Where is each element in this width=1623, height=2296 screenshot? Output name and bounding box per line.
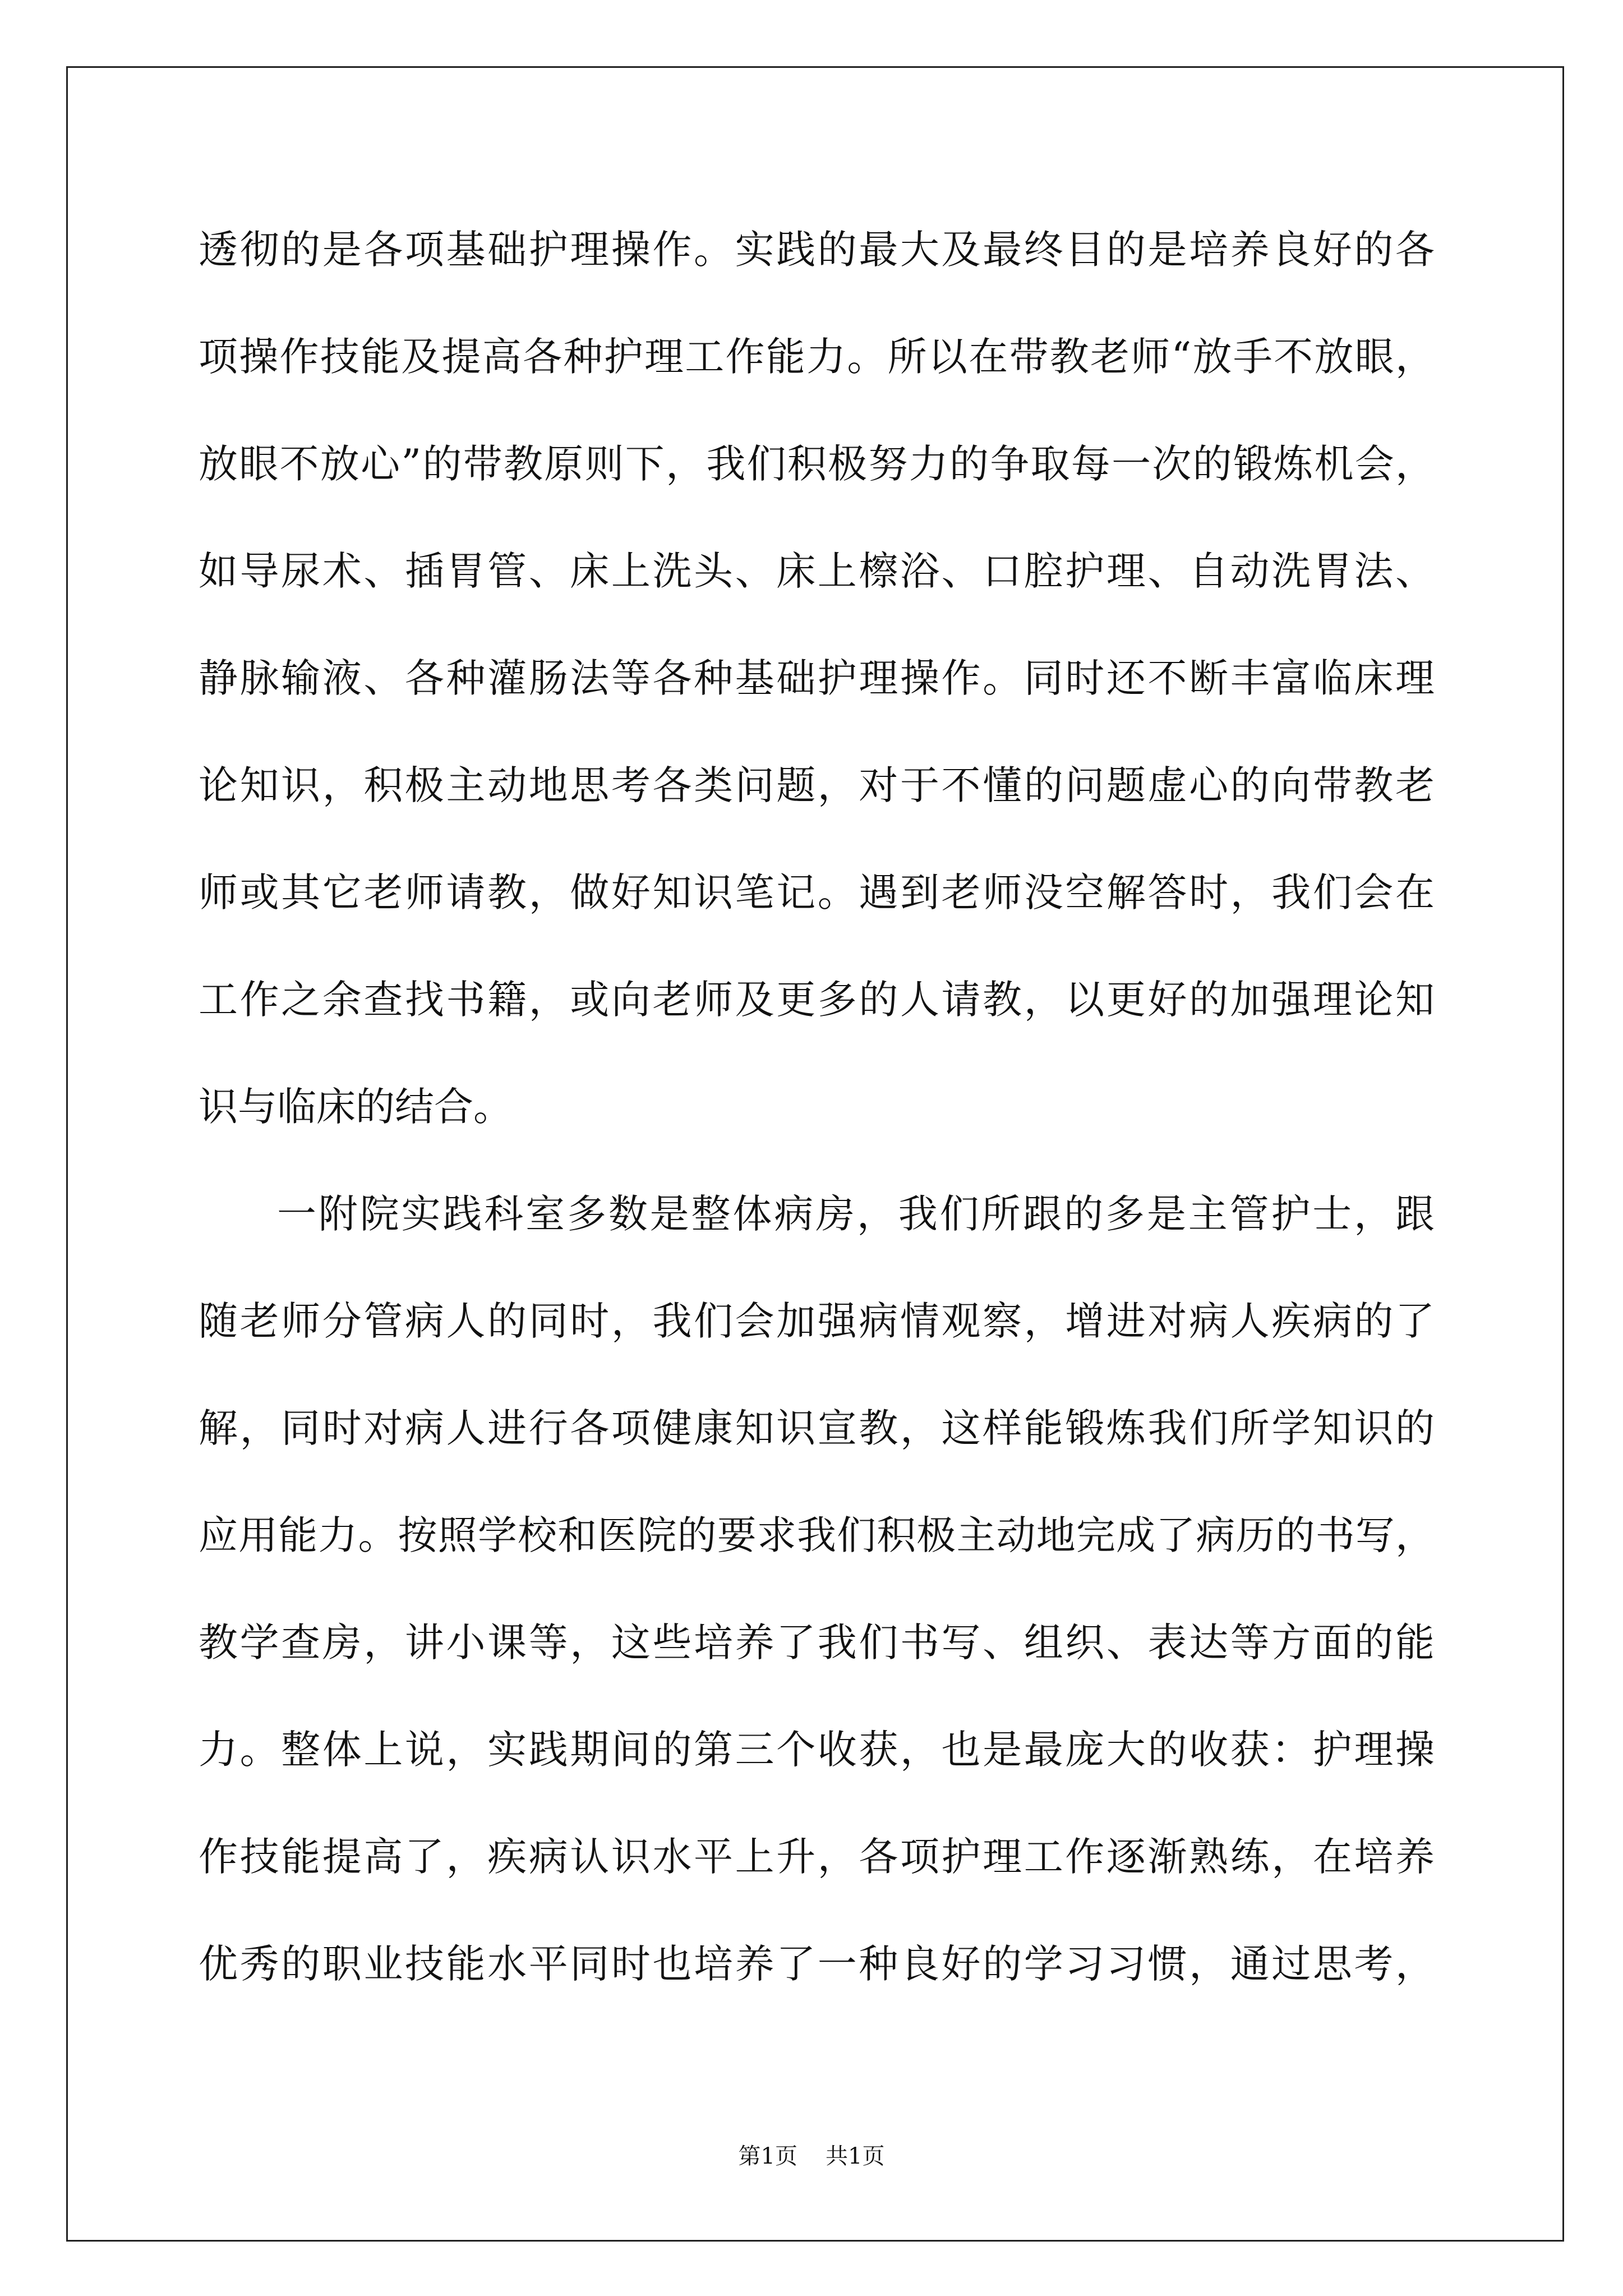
text-line: 优秀的职业技能水平同时也培养了一种良好的学习习惯，通过思考， [199, 1941, 1435, 1987]
text-line: 如导尿术、插胃管、床上洗头、床上檫浴、口腔护理、自动洗胃法、 [199, 548, 1435, 594]
paragraph [199, 1161, 1435, 2018]
text-line: 一附院实践科室多数是整体病房，我们所跟的多是主管护士，跟 [277, 1191, 1435, 1237]
text-line: 识与临床的结合。 [199, 1084, 513, 1130]
text-line: 应用能力。按照学校和医院的要求我们积极主动地完成了病历的书写， [199, 1512, 1435, 1558]
page-total: 共1页 [826, 2143, 885, 2169]
text-line: 教学查房，讲小课等，这些培养了我们书写、组织、表达等方面的能 [199, 1619, 1435, 1665]
document-body [199, 196, 1435, 2018]
text-line: 力。整体上说，实践期间的第三个收获，也是最庞大的收获：护理操 [199, 1727, 1435, 1773]
text-line: 作技能提高了，疾病认识水平上升，各项护理工作逐渐熟练，在培养 [199, 1834, 1435, 1880]
page-footer [0, 2138, 1623, 2174]
text-line: 随老师分管病人的同时，我们会加强病情观察，增进对病人疾病的了 [199, 1298, 1435, 1344]
text-line: 解，同时对病人进行各项健康知识宣教，这样能锻炼我们所学知识的 [199, 1405, 1435, 1451]
text-line: 师或其它老师请教，做好知识笔记。遇到老师没空解答时，我们会在 [199, 869, 1435, 915]
text-line: 放眼不放心”的带教原则下，我们积极努力的争取每一次的锻炼机会， [199, 441, 1435, 487]
text-line: 项操作技能及提高各种护理工作能力。所以在带教老师“放手不放眼， [199, 334, 1435, 380]
text-line: 工作之余查找书籍，或向老师及更多的人请教，以更好的加强理论知 [199, 977, 1435, 1023]
paragraph [199, 196, 1435, 1161]
text-line: 静脉输液、各种灌肠法等各种基础护理操作。同时还不断丰富临床理 [199, 655, 1435, 701]
text-line: 透彻的是各项基础护理操作。实践的最大及最终目的是培养良好的各 [199, 227, 1435, 273]
text-line: 论知识，积极主动地思考各类问题，对于不懂的问题虚心的向带教老 [199, 762, 1435, 808]
page-number: 第1页 [738, 2143, 797, 2169]
